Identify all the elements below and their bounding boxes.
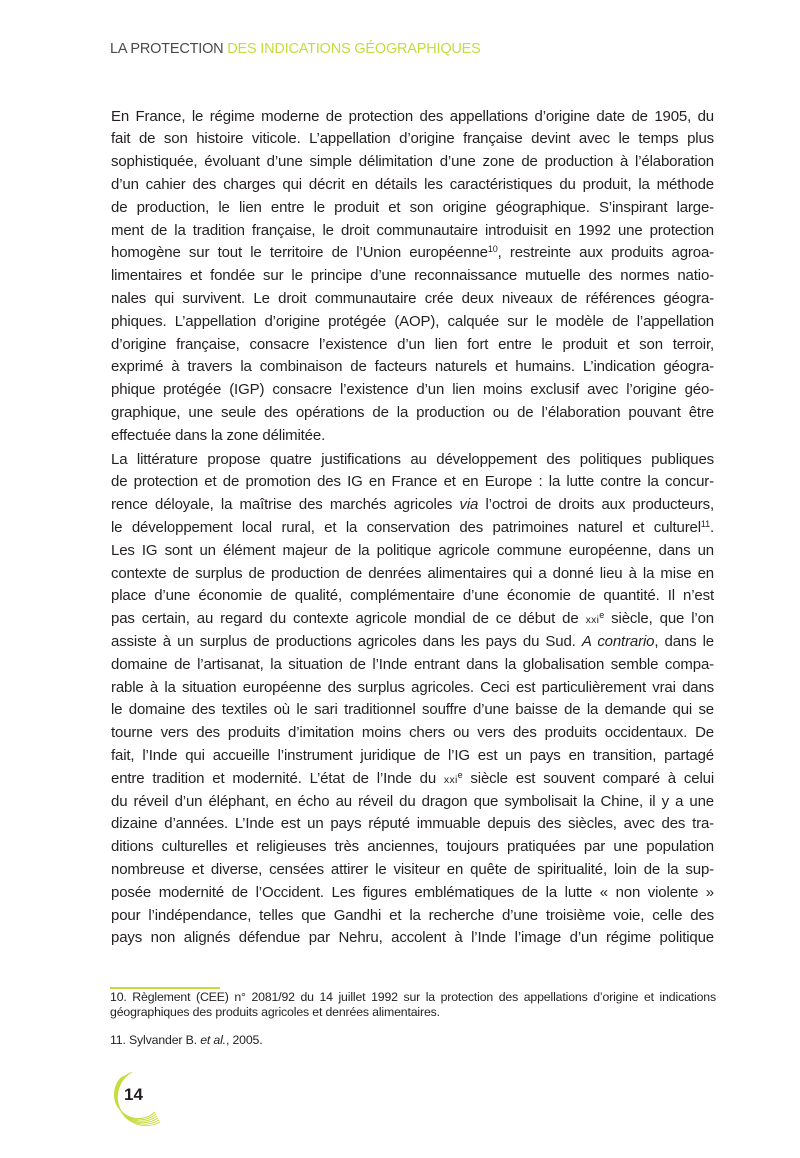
text-line <box>111 927 714 950</box>
text-line <box>111 471 714 494</box>
text-run: , 2005. <box>225 1033 263 1047</box>
text-line <box>111 356 714 379</box>
text-line <box>111 836 714 859</box>
text-run: 10. Règlement (CEE) n° 2081/92 du 14 juillet 1992 sur la protection des appellations d’origine et indications <box>110 990 716 1004</box>
text-run: limentaires et fondée sur le principe d’une reconnaissance mutuelle des normes natio- <box>111 267 714 285</box>
text-line <box>111 494 714 517</box>
text-line <box>111 540 714 563</box>
text-run: domaine de l’artisanat, la situation de l’Inde entrant dans la globalisation semble compa- <box>111 655 714 673</box>
text-run: En France, le régime moderne de protection des appellations d’origine date de 1905, du <box>111 107 714 125</box>
footnote-divider <box>110 987 220 989</box>
text-run: . <box>709 518 714 536</box>
superscript: e <box>599 610 605 621</box>
text-line <box>111 425 714 448</box>
text-run: pas certain, au regard du contexte agricole mondial de ce début de <box>111 610 586 628</box>
italic-text: et al. <box>200 1033 226 1047</box>
text-line <box>110 1033 716 1048</box>
text-run: sophistiquée, évoluant d’une simple délimitation d’une zone de production à l’élaboration <box>111 153 714 171</box>
text-run: dizaine d’années. L’Inde est un pays réputé immuable depuis des siècles, avec des tra- <box>111 815 714 833</box>
text-run: l’octroi de droits aux producteurs, <box>478 496 714 514</box>
text-line <box>111 128 714 151</box>
text-line <box>111 265 714 288</box>
text-line <box>111 517 714 540</box>
header-title-part1: LA PROTECTION <box>110 41 224 57</box>
text-line <box>111 563 714 586</box>
text-run: assiste à un surplus de productions agricoles dans les pays du Sud. <box>111 632 582 650</box>
text-run: le domaine des textiles où le sari traditionnel souffre d’une baisse de la demande qui se <box>111 701 714 719</box>
text-line <box>111 745 714 768</box>
superscript: e <box>457 769 463 780</box>
text-line <box>110 1005 716 1020</box>
text-run: , restreinte aux produits agroa- <box>497 244 714 262</box>
header-title-part2: DES INDICATIONS GÉOGRAPHIQUES <box>227 41 481 57</box>
body-paragraph-1 <box>111 106 714 448</box>
text-line <box>111 859 714 882</box>
text-run: géographiques des produits agricoles et denrées alimentaires. <box>110 1005 440 1019</box>
text-run: fait de son histoire viticole. L’appellation d’origine française devint avec le temps plus <box>111 130 714 148</box>
text-line <box>111 449 714 472</box>
text-line <box>111 242 714 265</box>
footnote-11 <box>110 1033 716 1048</box>
text-run: Les IG sont un élément majeur de la politique agricole commune européenne, dans un <box>111 541 714 559</box>
text-line <box>111 151 714 174</box>
superscript: 11 <box>700 518 710 529</box>
text-run: ditions culturelles et religieuses très anciennes, toujours pratiquées par une population <box>111 838 714 856</box>
page-number-badge <box>110 1068 170 1128</box>
small-caps-text: xxi <box>443 773 458 786</box>
italic-text: A contrario <box>581 632 655 650</box>
text-run: pour l’indépendance, telles que Gandhi et la recherche d’une troisième voie, celle des <box>111 906 714 924</box>
body-paragraph-2 <box>111 449 714 951</box>
text-line <box>111 220 714 243</box>
text-run: rence déloyale, la maîtrise des marchés agricoles <box>111 496 460 514</box>
text-line <box>111 791 714 814</box>
footnotes <box>110 990 716 1061</box>
text-line <box>111 379 714 402</box>
text-run: phiques. L’appellation d’origine protégée (AOP), calquée sur le modèle de l’appellation <box>111 312 714 330</box>
text-line <box>111 631 714 654</box>
text-line <box>111 197 714 220</box>
text-run: de protection et de promotion des IG en France et en Europe : la lutte contre la concur- <box>111 473 714 491</box>
text-line <box>111 402 714 425</box>
text-line <box>110 990 716 1005</box>
text-run: entre tradition et modernité. L’état de l’Inde du <box>111 769 444 787</box>
text-run: posée modernité de l’Occident. Les figures emblématiques de la lutte « non violente » <box>111 883 714 901</box>
text-run: nombreuse et diverse, censées attirer le visiteur en quête de spiritualité, loin de la sup- <box>111 860 714 878</box>
text-line <box>111 768 714 791</box>
text-run: nales qui survivent. Le droit communautaire crée deux niveaux de références géogra- <box>111 289 714 307</box>
text-line <box>111 288 714 311</box>
text-run: phique protégée (IGP) consacre l’existence d’un lien moins exclusif avec l’origine géo- <box>111 381 714 399</box>
text-run: homogène sur tout le territoire de l’Union européenne <box>111 244 488 262</box>
text-line <box>111 608 714 631</box>
text-line <box>111 174 714 197</box>
text-run: le développement local rural, et la conservation des patrimoines naturel et culturel <box>111 518 701 536</box>
text-run: graphique, une seule des opérations de la production ou de l’élaboration pouvant être <box>111 403 714 421</box>
small-caps-text: xxi <box>585 614 600 627</box>
text-run: tourne vers des produits d’imitation moins chers ou vers des produits occidentaux. De <box>111 724 714 742</box>
text-line <box>111 905 714 928</box>
text-line <box>111 311 714 334</box>
text-line <box>111 882 714 905</box>
text-line <box>111 699 714 722</box>
page-number: 14 <box>124 1085 143 1104</box>
italic-text: via <box>459 496 479 514</box>
text-run: fait, l’Inde qui accueille l’instrument juridique de l’IG est un pays en transition, partagé <box>111 746 714 764</box>
text-run: effectuée dans la zone délimitée. <box>111 426 326 444</box>
text-run: 11. Sylvander B. <box>110 1033 201 1047</box>
text-line <box>111 585 714 608</box>
text-run: La littérature propose quatre justifications au développement des politiques publiques <box>111 450 714 468</box>
text-run: d’origine française, consacre l’existence d’un lien fort entre le produit et son terroir, <box>111 335 714 353</box>
superscript: 10 <box>487 244 498 255</box>
running-header <box>110 41 481 57</box>
text-run: place d’une économie de qualité, complémentaire d’une économie de quantité. Il n’est <box>111 587 714 605</box>
text-line <box>111 813 714 836</box>
text-line <box>111 654 714 677</box>
text-run: exprimé à travers la combinaison de facteurs naturels et humains. L’indication géogra- <box>111 358 714 376</box>
text-run: d’un cahier des charges qui décrit en détails les caractéristiques du produit, la méthode <box>111 175 714 193</box>
text-line <box>111 106 714 129</box>
footnote-10 <box>110 990 716 1020</box>
text-run: ment de la tradition française, le droit communautaire introduisit en 1992 une protection <box>111 221 714 239</box>
text-run: du réveil d’un éléphant, en écho au réveil du dragon que symbolisait la Chine, il y a une <box>111 792 714 810</box>
text-run: siècle est souvent comparé à celui <box>462 769 715 787</box>
text-run: , dans le <box>654 632 714 650</box>
text-line <box>111 677 714 700</box>
text-run: rable à la situation européenne des surplus agricoles. Ceci est particulièrement vrai dans <box>111 678 714 696</box>
text-run: pays non alignés défendue par Nehru, accolent à l’Inde l’image d’un régime politique <box>111 929 714 947</box>
text-line <box>111 722 714 745</box>
text-run: contexte de surplus de production de denrées alimentaires qui a donné lieu à la mise en <box>111 564 714 582</box>
text-run: siècle, que l’on <box>604 610 714 628</box>
text-line <box>111 334 714 357</box>
text-run: de production, le lien entre le produit et son origine géographique. S’inspirant large- <box>111 198 714 216</box>
